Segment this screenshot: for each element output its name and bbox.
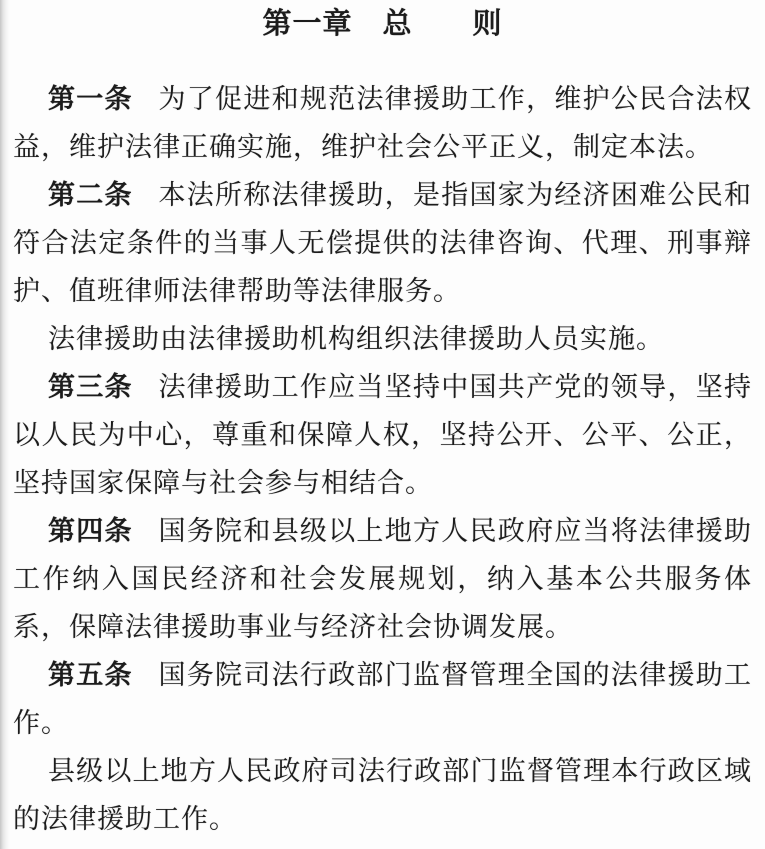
article-text: 国务院司法行政部门监督管理全国的法律援助工作。 — [13, 660, 753, 738]
law-paragraph — [13, 315, 752, 363]
law-paragraph — [13, 651, 752, 747]
article-text: 国务院和县级以上地方人民政府应当将法律援助工作纳入国民经济和社会发展规划，纳入基本公共服务体系，保障法律援助事业与经济社会协调发展。 — [13, 516, 753, 642]
article-text: 县级以上地方人民政府司法行政部门监督管理本行政区域的法律援助工作。 — [13, 756, 752, 834]
law-paragraph — [13, 363, 752, 507]
article-number: 第二条 — [48, 180, 133, 210]
law-paragraph — [13, 507, 752, 651]
article-text: 本法所称法律援助，是指国家为经济困难公民和符合法定条件的当事人无偿提供的法律咨询、代理、刑事辩护、值班律师法律帮助等法律服务。 — [13, 180, 753, 306]
law-paragraph — [13, 171, 752, 315]
article-number: 第三条 — [48, 372, 133, 402]
chapter-title: 第一章 总 则 — [262, 8, 503, 40]
law-paragraph — [13, 747, 752, 843]
article-number: 第四条 — [48, 516, 133, 546]
article-number: 第五条 — [48, 660, 133, 690]
article-number: 第一条 — [48, 84, 133, 114]
article-text: 法律援助工作应当坚持中国共产党的领导，坚持以人民为中心，尊重和保障人权，坚持公开、公平、公正，坚持国家保障与社会参与相结合。 — [13, 372, 753, 498]
article-text: 为了促进和规范法律援助工作，维护公民合法权益，维护法律正确实施，维护社会公平正义，制定本法。 — [13, 84, 753, 162]
article-text: 法律援助由法律援助机构组织法律援助人员实施。 — [48, 324, 664, 354]
law-paragraph — [13, 75, 752, 171]
